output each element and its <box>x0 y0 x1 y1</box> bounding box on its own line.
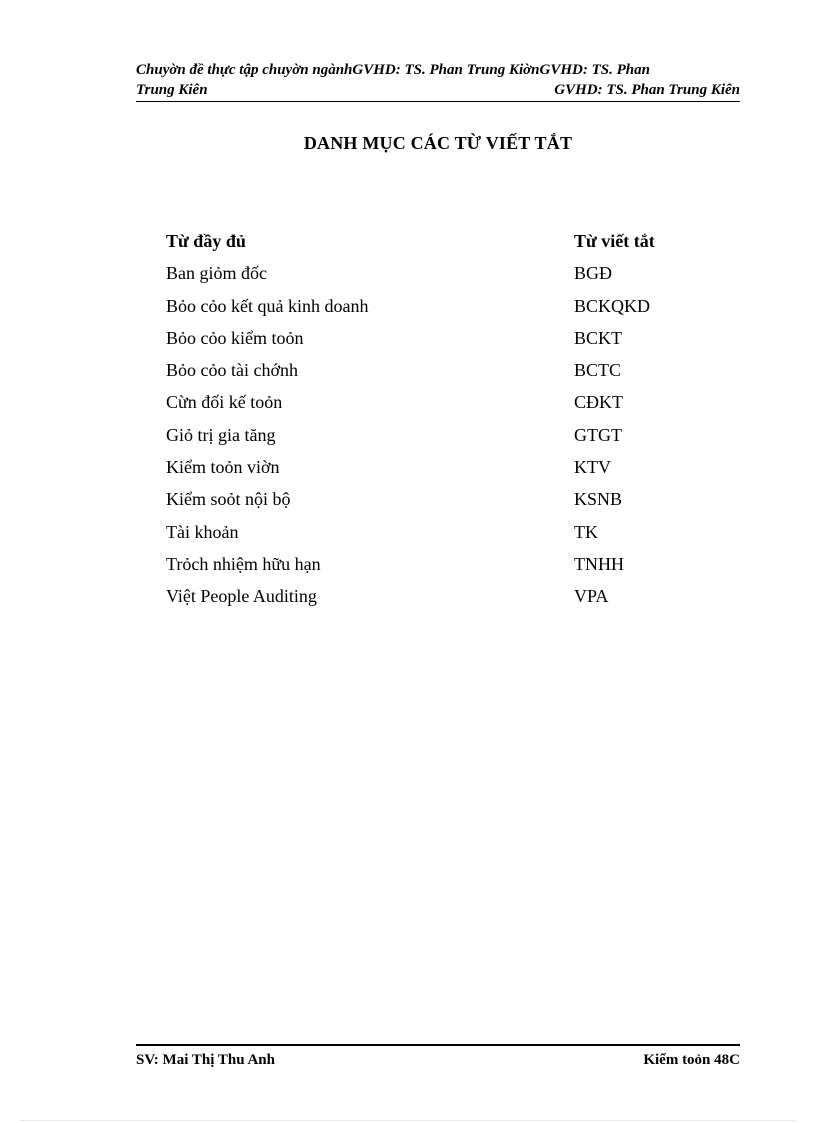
abbreviation: KSNB <box>574 489 623 510</box>
abbreviation: BCKT <box>574 327 623 348</box>
table-row <box>166 354 686 386</box>
header-line-1: Chuyờn đề thực tập chuyờn ngànhGVHD: TS. Phan Trung KiờnGVHD: TS. Phan <box>136 62 650 78</box>
footer-class-name: Kiểm toỏn 48C <box>643 1052 740 1068</box>
table-header-row <box>166 225 686 257</box>
full-term: Việt People Auditing <box>166 586 317 607</box>
abbreviation: KTV <box>574 457 611 478</box>
abbreviation: BCTC <box>574 360 622 381</box>
full-term: Giỏ trị gia tăng <box>166 424 276 445</box>
abbreviation: TNHH <box>574 553 624 574</box>
table-row <box>166 290 686 322</box>
page-bottom-edge <box>20 1120 796 1121</box>
abbreviation: BGĐ <box>574 263 613 284</box>
abbreviation: BCKQKD <box>574 295 651 316</box>
abbreviation: GTGT <box>574 424 622 445</box>
column-header-full-term: Từ đầy đủ <box>166 231 246 251</box>
table-row <box>166 322 686 354</box>
full-term: Kiểm toỏn viờn <box>166 457 280 478</box>
header-line-2-left: Trung Kiên <box>136 82 208 98</box>
full-term: Trỏch nhiệm hữu hạn <box>166 553 321 574</box>
table-row <box>166 483 686 515</box>
table-row <box>166 580 686 612</box>
full-term: Kiểm soỏt nội bộ <box>166 489 291 510</box>
full-term: Bỏo cỏo kiểm toỏn <box>166 327 304 348</box>
page-title: DANH MỤC CÁC TỪ VIẾT TẮT <box>303 133 573 153</box>
abbreviation: VPA <box>574 586 609 607</box>
column-header-abbreviation: Từ viết tắt <box>574 231 655 251</box>
table-row <box>166 419 686 451</box>
table-row <box>166 451 686 483</box>
page-header <box>136 60 740 102</box>
abbreviation: CĐKT <box>574 392 623 413</box>
abbreviation: TK <box>574 521 598 542</box>
full-term: Bỏo cỏo kết quả kinh doanh <box>166 295 369 316</box>
table-row <box>166 386 686 418</box>
page-footer <box>136 1044 740 1070</box>
abbreviation-table <box>166 225 686 613</box>
full-term: Bỏo cỏo tài chớnh <box>166 360 298 381</box>
table-row <box>166 516 686 548</box>
full-term: Cừn đối kế toỏn <box>166 392 283 413</box>
full-term: Ban giỏm đốc <box>166 263 267 284</box>
full-term: Tài khoản <box>166 521 239 542</box>
table-row <box>166 548 686 580</box>
table-row <box>166 257 686 289</box>
header-line-2 <box>136 80 740 100</box>
footer-student-name: SV: Mai Thị Thu Anh <box>136 1052 275 1068</box>
header-line-2-right: GVHD: TS. Phan Trung Kiên <box>554 82 740 98</box>
